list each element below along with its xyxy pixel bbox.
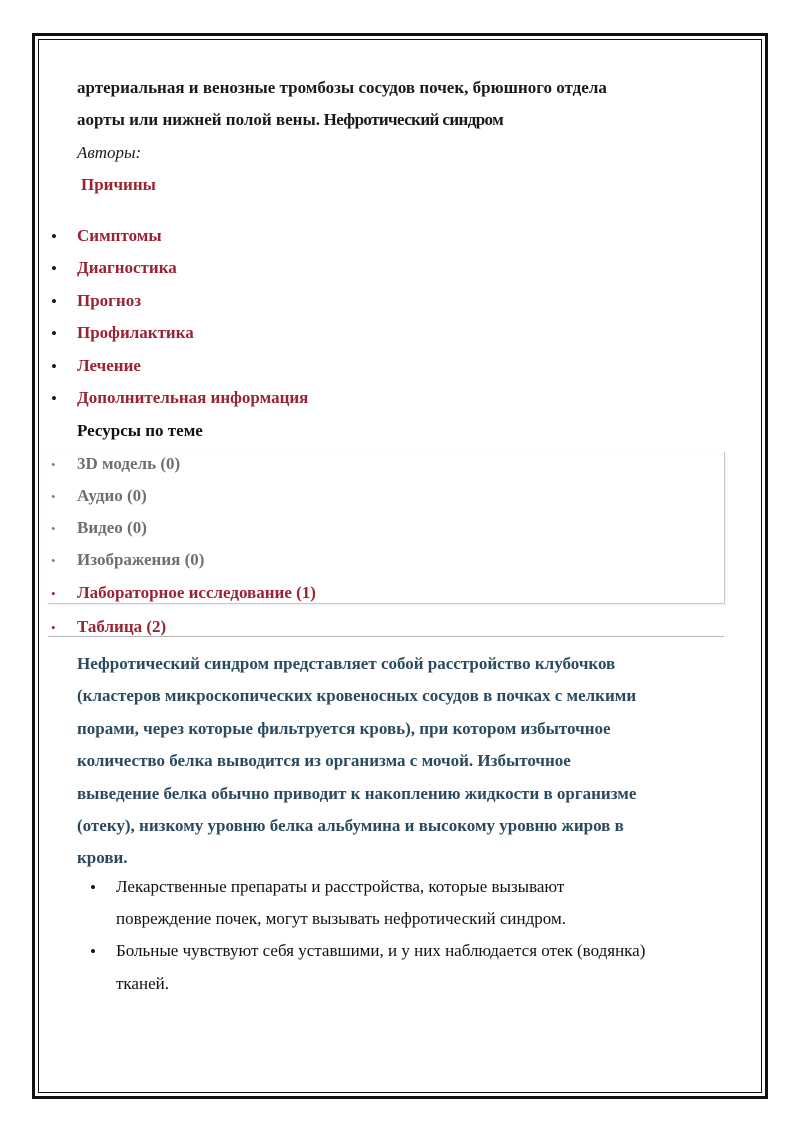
nav-link-treatment[interactable]: Лечение [77, 356, 141, 375]
bullet-icon: • [51, 324, 57, 343]
bullet-icon: • [51, 521, 56, 536]
resource-link-audio[interactable]: Аудио (0) [77, 486, 147, 505]
nav-link-more-info[interactable]: Дополнительная информация [77, 388, 309, 407]
authors-label: Авторы: [77, 143, 142, 162]
resources-title: Ресурсы по теме [77, 421, 203, 440]
bullet-icon: • [51, 389, 57, 408]
bullet-icon: • [51, 553, 56, 568]
section-divider [48, 636, 724, 637]
key-point-1-line-2: повреждение почек, могут вызывать нефротический синдром. [116, 909, 566, 928]
resource-link-table[interactable]: Таблица (2) [77, 617, 167, 636]
resources-panel [48, 452, 725, 604]
resource-link-images[interactable]: Изображения (0) [77, 550, 205, 569]
bullet-icon: • [51, 292, 57, 311]
summary-line: Нефротический синдром представляет собой расстройство клубочков [77, 654, 616, 673]
nav-link-diagnostics[interactable]: Диагностика [77, 258, 177, 277]
bullet-icon: • [51, 259, 57, 278]
bullet-icon: • [90, 878, 96, 897]
resource-link-video[interactable]: Видео (0) [77, 518, 147, 537]
key-point-2-line-1: Больные чувствуют себя уставшими, и у них наблюдается отек (водянка) [116, 941, 646, 960]
key-point-2-line-2: тканей. [116, 974, 169, 993]
key-point-1-line-1: Лекарственные препараты и расстройства, которые вызывают [116, 877, 565, 896]
bullet-icon: • [51, 227, 57, 246]
bullet-icon: • [51, 357, 57, 376]
summary-line: крови. [77, 848, 128, 868]
heading-page-title: Нефротический синдром [319, 110, 504, 129]
nav-link-causes[interactable]: Причины [81, 175, 156, 194]
summary-line: (кластеров микроскопических кровеносных сосудов в почках с мелкими [77, 686, 637, 706]
summary-paragraph [77, 648, 727, 875]
heading-line-2-bold: аорты или нижней полой вены. [77, 110, 320, 129]
bullet-icon: • [51, 457, 56, 472]
nav-link-symptoms[interactable]: Симптомы [77, 226, 162, 245]
nav-link-prognosis[interactable]: Прогноз [77, 291, 142, 310]
summary-line: количество белка выводится из организма с мочой. Избыточное [77, 751, 571, 771]
bullet-icon: • [51, 620, 56, 635]
bullet-icon: • [90, 942, 96, 961]
resource-link-lab-test[interactable]: Лабораторное исследование (1) [77, 583, 316, 602]
resource-link-3d-model[interactable]: 3D модель (0) [77, 454, 181, 473]
bullet-icon: • [51, 586, 56, 601]
nav-link-prevention[interactable]: Профилактика [77, 323, 194, 342]
summary-line: (отеку), низкому уровню белка альбумина и высокому уровню жиров в [77, 816, 624, 836]
bullet-icon: • [51, 489, 56, 504]
heading-line-2 [77, 110, 503, 130]
summary-line: порами, через которые фильтруется кровь), при котором избыточное [77, 718, 611, 738]
heading-line-1: артериальная и венозные тромбозы сосудов почек, брюшного отдела [77, 78, 607, 97]
summary-line: выведение белка обычно приводит к накоплению жидкости в организме [77, 783, 637, 803]
